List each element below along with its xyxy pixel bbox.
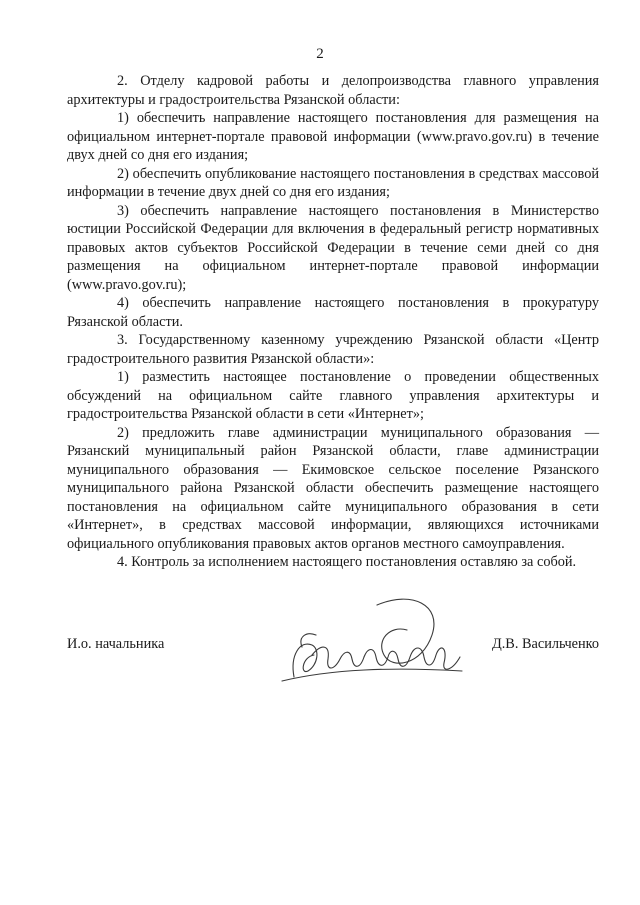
signer-title: И.о. начальника [67,636,165,652]
paragraph-2-3: 3) обеспечить направление настоящего постановления в Министерство юстиции Российской Федерации для включения в федеральный регистр нормативных правовых актов субъектов Российской Федерации в течение семи дней со дня размещения на официальном интернет-портале правовой информации (www.pravo.gov.ru); [67,202,599,293]
document-body [67,72,599,572]
paragraph-2-4: 4) обеспечить направление настоящего постановления в прокуратуру Рязанской области. [67,295,599,330]
signer-name: Д.В. Васильченко [491,636,599,652]
paragraph-3-1: 1) разместить настоящее постановление о проведении общественных обсуждений на официальном сайте главного управления архитектуры и градостроительства Рязанской области в сети «Интернет»; [67,369,599,422]
paragraph-2-1: 1) обеспечить направление настоящего постановления для размещения на официальном интернет-портале правовой информации (www.pravo.gov.ru) в течение двух дней со дня его издания; [67,110,599,163]
handwritten-signature [272,585,472,690]
page-number: 2 [316,46,324,62]
paragraph-3: 3. Государственному казенному учреждению Рязанской области «Центр градостроительного развития Рязанской области»: [67,332,599,367]
paragraph-2-2: 2) обеспечить опубликование настоящего постановления в средствах массовой информации в течение двух дней со дня его издания; [67,165,599,200]
paragraph-3-2: 2) предложить главе администрации муниципального образования — Рязанский муниципальный район Рязанской области, главе администрации муниципального образования — Екимовское сельское поселение Рязанского муниципального района Рязанской области обеспечить размещение настоящего постановления на официальном сайте муниципального образования в сети «Интернет», в средствах массовой информации, являющихся источниками официального опубликования правовых актов органов местного самоуправления. [67,424,599,552]
paragraph-2: 2. Отделу кадровой работы и делопроизводства главного управления архитектуры и градостроительства Рязанской области: [67,73,599,108]
paragraph-4: 4. Контроль за исполнением настоящего постановления оставляю за собой. [117,554,577,570]
